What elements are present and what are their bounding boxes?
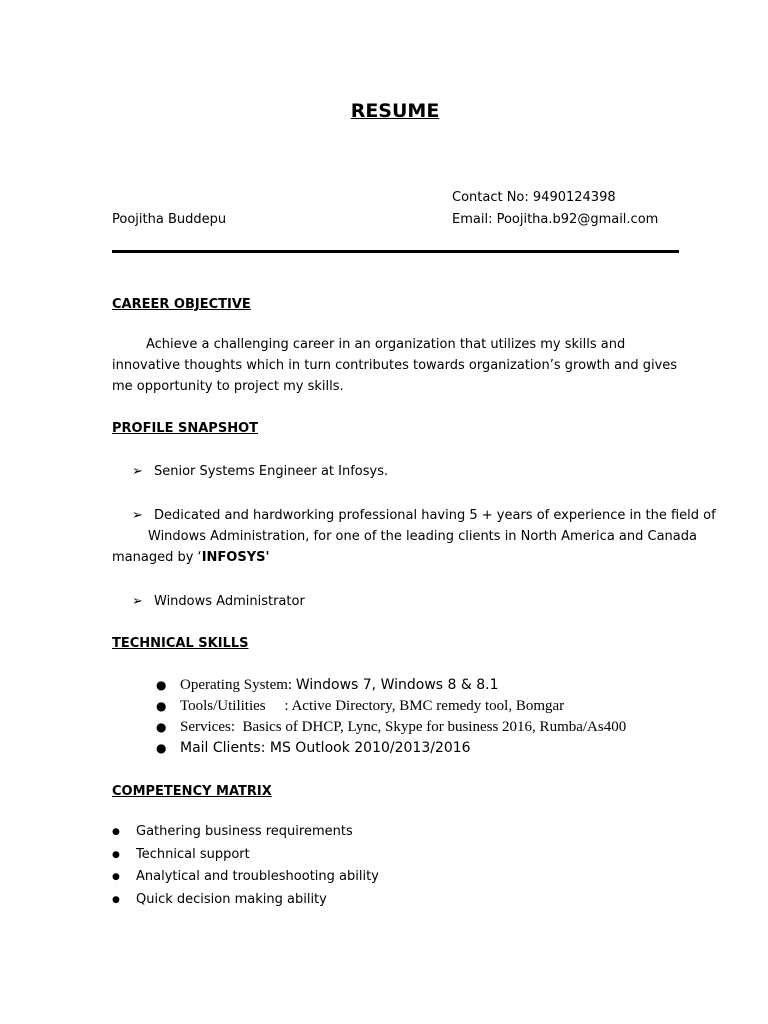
profile-item-company: INFOSYS' bbox=[201, 550, 270, 565]
arrow-bullet-icon: ➢ bbox=[132, 508, 143, 523]
competency-list bbox=[112, 821, 379, 911]
skill-mail-text: Mail Clients: MS Outlook 2010/2013/2016 bbox=[180, 740, 471, 756]
skill-tools bbox=[156, 696, 626, 717]
technical-skills-heading: TECHNICAL SKILLS bbox=[112, 636, 249, 651]
contact-email: Email: Poojitha.b92@gmail.com bbox=[452, 212, 659, 227]
profile-item-experience-line2: Windows Administration, for one of the leading clients in North America and Canada bbox=[148, 529, 697, 544]
profile-item-experience-text1: Dedicated and hardworking professional having 5 + years of experience in the field of bbox=[154, 508, 716, 523]
profile-item-experience-pre: managed by ‘ bbox=[112, 550, 202, 565]
career-objective-heading: CAREER OBJECTIVE bbox=[112, 297, 251, 312]
career-objective-rest: thoughts which in turn contributes towards organization’s growth and gives me opportunity to project my skills. bbox=[112, 358, 678, 394]
skill-os-value: Windows 7, Windows 8 & 8.1 bbox=[295, 677, 499, 693]
profile-snapshot-heading: PROFILE SNAPSHOT bbox=[112, 421, 258, 436]
profile-item-role bbox=[132, 461, 388, 482]
skill-os bbox=[156, 675, 626, 696]
competency-item: ● Analytical and troubleshooting ability bbox=[112, 866, 379, 889]
skill-tools-text: Tools/Utilities : Active Directory, BMC remedy tool, Bomgar bbox=[180, 698, 565, 714]
resume-title: RESUME bbox=[350, 100, 440, 122]
skill-os-label: Operating System: bbox=[180, 677, 296, 693]
competency-item: ● Technical support bbox=[112, 844, 379, 867]
candidate-name: Poojitha Buddepu bbox=[112, 212, 227, 227]
profile-item-experience-line3 bbox=[112, 547, 269, 568]
skill-services-text: Services: Basics of DHCP, Lync, Skype for business 2016, Rumba/As400 bbox=[180, 719, 627, 735]
profile-item-role-text: Senior Systems Engineer at Infosys. bbox=[154, 464, 389, 479]
profile-item-experience-line1 bbox=[132, 505, 716, 526]
arrow-bullet-icon: ➢ bbox=[132, 464, 143, 479]
profile-item-title bbox=[132, 591, 305, 612]
technical-skills-list bbox=[156, 675, 626, 759]
career-objective-text bbox=[112, 334, 680, 397]
competency-item: ● Quick decision making ability bbox=[112, 889, 379, 912]
skill-mail bbox=[156, 738, 626, 759]
competency-item: ● Gathering business requirements bbox=[112, 821, 379, 844]
competency-matrix-heading: COMPETENCY MATRIX bbox=[112, 784, 272, 799]
career-objective-line1: Achieve a challenging career in an organization that utilizes my skills and innovative bbox=[112, 337, 626, 373]
arrow-bullet-icon: ➢ bbox=[132, 594, 143, 609]
header-divider bbox=[112, 250, 679, 253]
contact-phone: Contact No: 9490124398 bbox=[452, 190, 616, 205]
profile-item-title-text: Windows Administrator bbox=[154, 594, 305, 609]
skill-services bbox=[156, 717, 626, 738]
